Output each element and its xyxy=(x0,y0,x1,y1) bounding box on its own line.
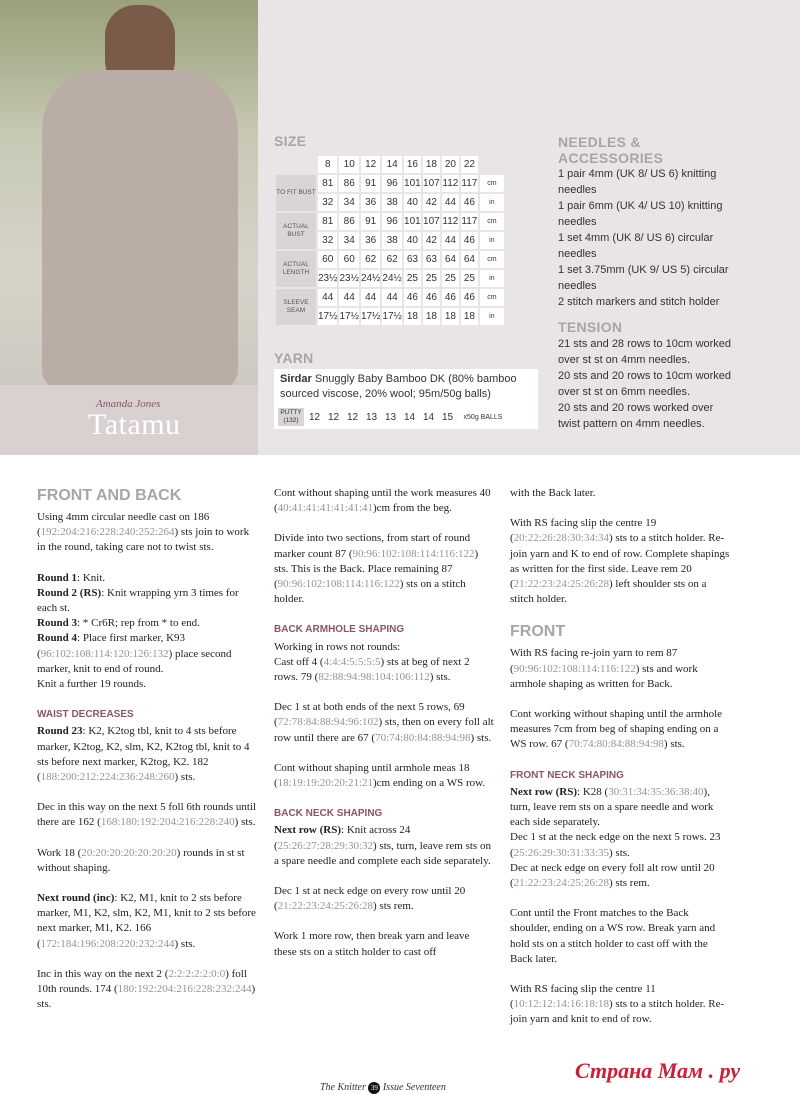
work-one-more-row: Work 1 more row, then break yarn and leave these sts on a stitch holder to cast off xyxy=(274,930,470,958)
size-cell: 44 xyxy=(318,289,337,306)
size-cell: 44 xyxy=(339,289,358,306)
size-row-label: ACTUAL LENGTH xyxy=(276,251,316,287)
tension-list xyxy=(558,336,738,432)
yarn-description xyxy=(280,372,538,402)
instructions-column-1 xyxy=(37,486,257,1027)
needles-heading xyxy=(558,134,663,166)
next-round-inc: Next round (inc): K2, M1, knit to 2 sts before marker, M1, K2, slm, K2, M1, knit to 2 sts before next marker, M1, K2. 166 (172:184:196:208:220:232:244) sts. xyxy=(37,892,256,950)
needle-item: 1 pair 4mm (UK 8/ US 6) knitting needles xyxy=(558,168,717,196)
unit-cell: in xyxy=(480,270,504,287)
unit-cell: cm xyxy=(480,175,504,192)
size-cell: 81 xyxy=(318,175,337,192)
size-cell: 86 xyxy=(339,175,358,192)
ball-count-cell: 12 xyxy=(325,408,342,426)
cast-on-text: Using 4mm circular needle cast on 186 (192:204:216:228:240:252:264) sts join to work in the round, taking care not to twist sts. xyxy=(37,511,250,554)
size-cell: 42 xyxy=(423,194,440,211)
size-cell: 81 xyxy=(318,213,337,230)
cont-without-shaping: Cont without shaping until the work measures 40 (40:41:41:41:41:41:41)cm from the beg. xyxy=(274,487,491,515)
back-armhole-heading: BACK ARMHOLE SHAPING xyxy=(274,624,405,636)
size-cell: 38 xyxy=(382,232,401,249)
size-cell: 86 xyxy=(339,213,358,230)
instructions-column-3 xyxy=(510,486,730,1043)
size-cell: 101 xyxy=(404,213,421,230)
size-cell: 18 xyxy=(423,308,440,325)
size-grid-spacer xyxy=(480,156,504,173)
size-cell: 101 xyxy=(404,175,421,192)
ball-count-cell: 14 xyxy=(420,408,437,426)
size-cell: 60 xyxy=(339,251,358,268)
size-cell: 34 xyxy=(339,194,358,211)
yarn-heading: YARN xyxy=(274,350,314,366)
size-cell: 46 xyxy=(461,289,478,306)
inc-rounds: Inc in this way on the next 2 (2:2:2:2:2:0:0) foll 10th rounds. 174 (180:192:204:216:228:232:244) sts. xyxy=(37,967,256,1011)
size-header-cell: 12 xyxy=(361,156,380,173)
size-cell: 117 xyxy=(461,213,478,230)
round-23: Round 23: K2, K2tog tbl, knit to 4 sts before marker, K2tog, K2, slm, K2, K2tog tbl, knit to 4 sts before next marker, K2tog, K2. 182 (188:200:212:224:236:248:260) sts. xyxy=(37,725,250,784)
size-cell: 96 xyxy=(382,213,401,230)
back-neck-heading: BACK NECK SHAPING xyxy=(274,808,383,820)
yarn-brand: Sirdar xyxy=(280,373,312,385)
front-heading: FRONT xyxy=(510,623,566,641)
front-and-back-heading: FRONT AND BACK xyxy=(37,487,182,504)
size-cell: 96 xyxy=(382,175,401,192)
size-cell: 44 xyxy=(442,194,459,211)
tension-item: 20 sts and 20 rows worked over twist pattern on 4mm needles. xyxy=(558,402,714,430)
unit-cell: in xyxy=(480,232,504,249)
ball-count-cell: 12 xyxy=(344,408,361,426)
size-cell: 23½ xyxy=(318,270,337,287)
size-cell: 25 xyxy=(404,270,421,287)
size-header-cell: 10 xyxy=(339,156,358,173)
tension-item: 21 sts and 28 rows to 10cm worked over st st on 4mm needles. xyxy=(558,338,732,366)
size-cell: 117 xyxy=(461,175,478,192)
working-in-rows: Working in rows not rounds: xyxy=(274,640,401,653)
size-cell: 44 xyxy=(361,289,380,306)
ball-count-cell: 12 xyxy=(306,408,323,426)
size-cell: 17½ xyxy=(318,308,337,325)
size-header-cell: 14 xyxy=(382,156,401,173)
back-neck-dec: Dec 1 st at neck edge on every row until 20 (21:22:23:24:25:26:28) sts rem. xyxy=(274,885,466,913)
ball-count-cell: 15 xyxy=(439,408,456,426)
needle-item: 1 pair 6mm (UK 4/ US 10) knitting needles xyxy=(558,200,723,228)
yarn-desc: Snuggly Baby Bamboo DK (80% bamboo sourced viscose, 20% wool; 95m/50g balls) xyxy=(280,373,517,400)
size-cell: 63 xyxy=(404,251,421,268)
magazine-name: The Knitter xyxy=(320,1082,366,1093)
ball-count-cell: 13 xyxy=(363,408,380,426)
size-cell: 91 xyxy=(361,175,380,192)
needle-item: 1 set 3.75mm (UK 9/ US 5) circular needles xyxy=(558,264,729,292)
size-header-cell: 22 xyxy=(461,156,478,173)
size-cell: 107 xyxy=(423,175,440,192)
cont-armhole: Cont without shaping until armhole meas 18 (18:19:19:20:20:21:21)cm ending on a WS row. xyxy=(274,761,486,790)
back-neck-next-row: Next row (RS): Knit across 24 (25:26:27:28:29:30:32) sts, turn, leave rem sts on a spare needle and complete each side separately. xyxy=(274,824,491,867)
front-cont-working: Cont working without shaping until the armhole measures 7cm from beg of shaping ending on a WS row. 67 (70:74:80:84:88:94:98) sts. xyxy=(510,708,723,751)
size-cell: 60 xyxy=(318,251,337,268)
slip-centre-back: With RS facing slip the centre 19 (20:22:26:28:30:34:34) sts to a stitch holder. Re-join yarn and K to end of row. Complete shapings as written for the first side. Leave rem 20 (21:22:23:24:25:26:28) left shoulder sts on a stitch holder. xyxy=(510,517,730,606)
size-cell: 46 xyxy=(423,289,440,306)
size-cell: 25 xyxy=(442,270,459,287)
size-cell: 34 xyxy=(339,232,358,249)
size-cell: 46 xyxy=(442,289,459,306)
size-heading: SIZE xyxy=(274,133,307,149)
cont-until-front: Cont until the Front matches to the Back shoulder, ending on a WS row. Break yarn and hold sts on a stitch holder to cast off with the Back later. xyxy=(510,907,716,965)
author-name: Amanda Jones xyxy=(96,398,161,410)
front-neck-alt-dec: Dec at neck edge on every foll alt row until 20 (21:22:23:24:25:26:28) sts rem. xyxy=(510,861,715,890)
unit-cell: in xyxy=(480,194,504,211)
model-photo xyxy=(0,0,258,455)
front-rejoin: With RS facing re-join yarn to rem 87 (90:96:102:108:114:116:122) sts and work armhole shaping as written for Back. xyxy=(510,647,698,690)
size-cell: 36 xyxy=(361,194,380,211)
size-row-label: SLEEVE SEAM xyxy=(276,289,316,325)
instructions-column-2 xyxy=(274,486,494,975)
unit-cell: in xyxy=(480,308,504,325)
size-row-label: ACTUAL BUST xyxy=(276,213,316,249)
page-footer xyxy=(320,1082,446,1094)
ball-count-cell: 14 xyxy=(401,408,418,426)
unit-cell: cm xyxy=(480,289,504,306)
watermark: Страна Мам . ру xyxy=(575,1058,741,1083)
size-cell: 46 xyxy=(461,232,478,249)
front-neck-dec: Dec 1 st at the neck edge on the next 5 rows. 23 (25:26:29:30:31:33:35) sts. xyxy=(510,831,721,859)
size-header-cell: 16 xyxy=(404,156,421,173)
size-cell: 42 xyxy=(423,232,440,249)
size-grid-corner xyxy=(276,156,316,173)
tension-heading: TENSION xyxy=(558,319,623,335)
size-cell: 64 xyxy=(461,251,478,268)
needle-item: 2 stitch markers and stitch holder xyxy=(558,296,720,308)
size-cell: 62 xyxy=(382,251,401,268)
size-cell: 18 xyxy=(461,308,478,325)
size-cell: 40 xyxy=(404,232,421,249)
size-cell: 17½ xyxy=(339,308,358,325)
unit-cell: cm xyxy=(480,251,504,268)
needles-heading-line2: ACCESSORIES xyxy=(558,150,664,166)
page-number: 39 xyxy=(368,1082,380,1094)
size-cell: 24½ xyxy=(361,270,380,287)
size-cell: 112 xyxy=(442,175,459,192)
size-cell: 32 xyxy=(318,194,337,211)
size-cell: 107 xyxy=(423,213,440,230)
size-cell: 17½ xyxy=(361,308,380,325)
size-cell: 63 xyxy=(423,251,440,268)
front-neck-heading: FRONT NECK SHAPING xyxy=(510,769,624,781)
size-cell: 40 xyxy=(404,194,421,211)
ball-count-cell: 13 xyxy=(382,408,399,426)
yarn-color-label: PUTTY (132) xyxy=(278,408,304,426)
size-header-cell: 20 xyxy=(442,156,459,173)
divide-sections: Divide into two sections, from start of round marker count 87 (90:96:102:108:114:116:122) sts. This is the Back. Place remaining 87 (90:96:102:108:114:116:122) sts on a stitch holder. xyxy=(274,532,479,606)
tension-item: 20 sts and 20 rows to 10cm worked over st st on 6mm needles. xyxy=(558,370,732,398)
with-back-later: with the Back later. xyxy=(510,487,596,499)
size-cell: 62 xyxy=(361,251,380,268)
size-cell: 44 xyxy=(442,232,459,249)
needles-list xyxy=(558,166,738,310)
round-1: Round 1: Knit. xyxy=(37,571,106,584)
size-cell: 18 xyxy=(404,308,421,325)
size-row-label: TO FIT BUST xyxy=(276,175,316,211)
size-cell: 24½ xyxy=(382,270,401,287)
round-4: Round 4: Place first marker, K93 (96:102:108:114:120:126:132) place second marker, knit to end of round. xyxy=(37,632,232,675)
balls-unit: x50g BALLS xyxy=(458,408,508,426)
size-cell: 36 xyxy=(361,232,380,249)
dec-rounds: Dec in this way on the next 5 foll 6th rounds until there are 162 (168:180:192:204:216:228:240) sts. xyxy=(37,801,257,829)
size-cell: 46 xyxy=(404,289,421,306)
size-cell: 46 xyxy=(461,194,478,211)
knit-further: Knit a further 19 rounds. xyxy=(37,678,147,691)
size-cell: 91 xyxy=(361,213,380,230)
needles-heading-line1: NEEDLES & xyxy=(558,134,641,150)
size-cell: 18 xyxy=(442,308,459,325)
round-2: Round 2 (RS): Knit wrapping yrn 3 times for each st. xyxy=(37,586,239,615)
waist-decreases-heading: WAIST DECREASES xyxy=(37,709,134,721)
pattern-title: Tatamu xyxy=(88,408,181,441)
size-cell: 44 xyxy=(382,289,401,306)
front-neck-next-row: Next row (RS): K28 (30:31:34:35:36:38:40), turn, leave rem sts on a spare needle and work each side separately. xyxy=(510,785,714,829)
size-cell: 112 xyxy=(442,213,459,230)
round-3: Round 3: * Cr6R; rep from * to end. xyxy=(37,617,200,630)
size-header-cell: 8 xyxy=(318,156,337,173)
dec-both-ends: Dec 1 st at both ends of the next 5 rows, 69 (72:78:84:88:94:96:102) sts, then on every foll alt row until there are 67 (70:74:80:84:88:94:98) sts. xyxy=(274,701,494,744)
needle-item: 1 set 4mm (UK 8/ US 6) circular needles xyxy=(558,232,714,260)
issue-name: Issue Seventeen xyxy=(382,1082,446,1093)
cast-off-armhole: Cast off 4 (4:4:4:5:5:5:5) sts at beg of next 2 rows. 79 (82:88:94:98:104:106:112) sts. xyxy=(274,655,470,684)
size-cell: 25 xyxy=(461,270,478,287)
size-header-cell: 18 xyxy=(423,156,440,173)
size-cell: 17½ xyxy=(382,308,401,325)
unit-cell: cm xyxy=(480,213,504,230)
size-cell: 64 xyxy=(442,251,459,268)
size-cell: 32 xyxy=(318,232,337,249)
size-cell: 23½ xyxy=(339,270,358,287)
size-cell: 38 xyxy=(382,194,401,211)
yarn-quantity-table xyxy=(276,406,510,428)
slip-centre-front: With RS facing slip the centre 11 (10:12:12:14:16:18:18) sts to a stitch holder. Re-join yarn and knit to end of row. xyxy=(510,983,725,1026)
model-sweater-shape xyxy=(42,70,238,390)
size-table xyxy=(274,154,506,327)
size-cell: 25 xyxy=(423,270,440,287)
work-rounds: Work 18 (20:20:20:20:20:20:20) rounds in st st without shaping. xyxy=(37,846,245,874)
